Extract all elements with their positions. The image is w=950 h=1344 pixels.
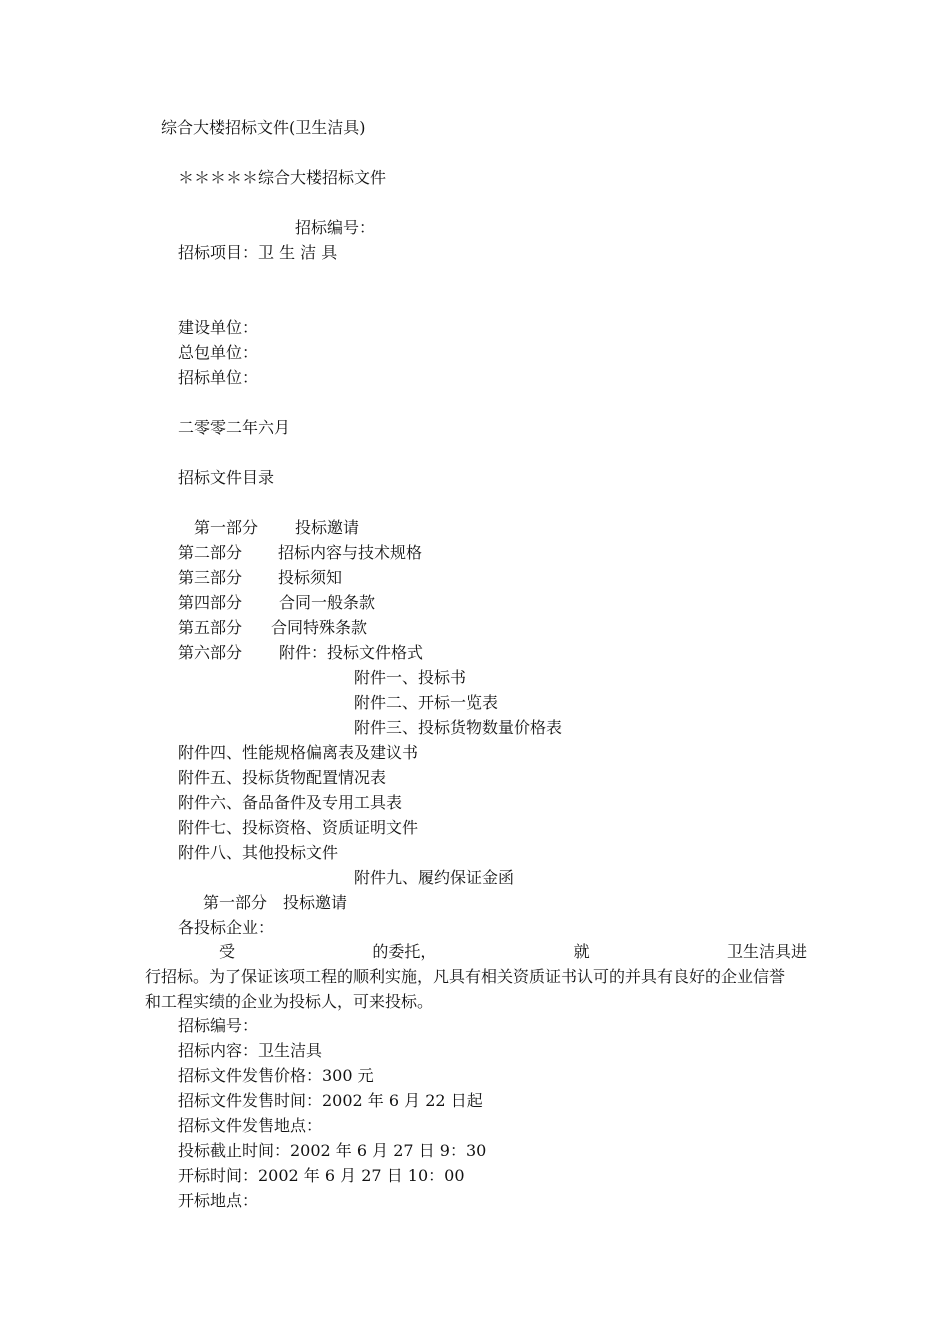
cover-project: 招标项目：卫 生 洁 具: [178, 243, 338, 262]
toc-annex: 附件二、开标一览表: [354, 693, 499, 712]
toc-annex: 附件七、投标资格、资质证明文件: [178, 818, 419, 837]
toc-part-title: 投标邀请: [295, 518, 360, 537]
toc-part-title: 合同特殊条款: [271, 618, 368, 637]
toc-part-label: 第六部分: [178, 643, 243, 662]
toc-annex: 附件五、投标货物配置情况表: [178, 768, 387, 787]
toc-annex: 附件四、性能规格偏离表及建议书: [178, 743, 419, 762]
document-title: 综合大楼招标文件(卫生洁具): [161, 118, 366, 137]
toc-part-title: 招标内容与技术规格: [278, 543, 423, 562]
part1-item: 投标截止时间：2002 年 6 月 27 日 9：30: [178, 1141, 487, 1160]
part1-item: 招标文件发售价格：300 元: [178, 1066, 374, 1085]
part1-item: 开标时间：2002 年 6 月 27 日 10：00: [178, 1166, 465, 1185]
toc-part-label: 第五部分: [178, 618, 243, 637]
cover-builder: 建设单位：: [178, 318, 259, 337]
cover-tenderer: 招标单位：: [178, 368, 259, 387]
intro-word: 就: [573, 942, 590, 961]
intro-line: 和工程实绩的企业为投标人，可来投标。: [145, 992, 434, 1011]
toc-title: 招标文件目录: [178, 468, 275, 487]
intro-line: 行招标。为了保证该项工程的顺利实施，凡具有相关资质证书认可的并具有良好的企业信誉: [145, 967, 786, 986]
toc-part-label: 第三部分: [178, 568, 243, 587]
cover-date: 二零零二年六月: [178, 418, 291, 437]
toc-part-title: 投标须知: [278, 568, 343, 587]
part1-heading: 第一部分 投标邀请: [203, 893, 348, 912]
toc-annex: 附件九、履约保证金函: [354, 868, 515, 887]
toc-annex: 附件八、其他投标文件: [178, 843, 339, 862]
toc-annex: 附件一、投标书: [354, 668, 467, 687]
toc-annex: 附件三、投标货物数量价格表: [354, 718, 563, 737]
intro-line: [145, 939, 807, 964]
part1-salutation: 各投标企业：: [178, 918, 275, 937]
toc-part-title: 附件：投标文件格式: [279, 643, 424, 662]
toc-part-label: 第一部分: [194, 518, 259, 537]
part1-item: 开标地点：: [178, 1191, 259, 1210]
toc-annex: 附件六、备品备件及专用工具表: [178, 793, 403, 812]
intro-word: 受: [219, 942, 236, 961]
cover-heading: ＊＊＊＊＊综合大楼招标文件: [178, 168, 387, 187]
toc-part-label: 第四部分: [178, 593, 243, 612]
part1-item: 招标文件发售地点：: [178, 1116, 323, 1135]
cover-contractor: 总包单位：: [178, 343, 259, 362]
part1-item: 招标内容：卫生洁具: [178, 1041, 323, 1060]
cover-bid-number: 招标编号：: [295, 218, 376, 237]
part1-item: 招标编号：: [178, 1016, 259, 1035]
toc-part-label: 第二部分: [178, 543, 243, 562]
intro-word: 卫生洁具进: [726, 942, 807, 961]
part1-intro-paragraph: [145, 939, 807, 1014]
part1-item: 招标文件发售时间：2002 年 6 月 22 日起: [178, 1091, 483, 1110]
intro-word: 的委托，: [372, 942, 437, 961]
toc-part-title: 合同一般条款: [279, 593, 376, 612]
